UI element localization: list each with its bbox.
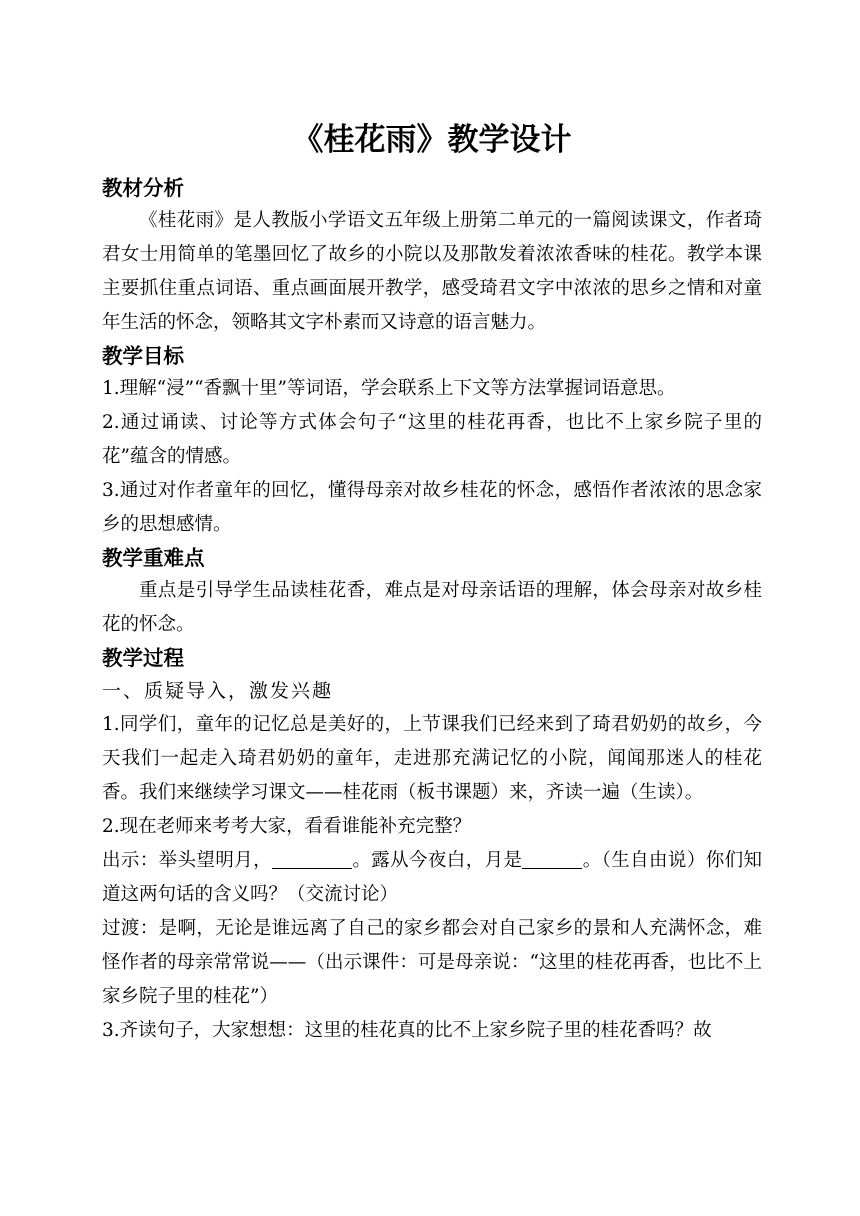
heading-analysis: 教材分析 [102, 176, 184, 200]
heading-difficulties: 教学重难点 [102, 546, 205, 570]
fill-blank-1 [272, 848, 352, 869]
goal-item-2: 2.通过诵读、讨论等方式体会句子“这里的桂花再香，也比不上家乡院子里的花”蕴含的情感。 [102, 412, 762, 467]
process-paragraph-4: 过渡：是啊，无论是谁远离了自己的家乡都会对自己家乡的景和人充满怀念，难怪作者的母亲常常说——（出示课件：可是母亲说：“这里的桂花再香，也比不上家乡院子里的桂花”） [102, 918, 762, 1007]
poem-prompt-part-3: 。（生自由说）你们知道这两句话的含义吗？（交流讨论） [102, 850, 762, 905]
document-body [102, 172, 762, 1048]
page-title: 《桂花雨》教学设计 [292, 122, 572, 158]
goal-item-1: 1.理解“浸”“香飘十里”等词语，学会联系上下文等方法掌握词语意思。 [102, 378, 676, 399]
process-paragraph-3 [102, 844, 762, 912]
fill-blank-2 [522, 848, 582, 869]
analysis-paragraph: 《桂花雨》是人教版小学语文五年级上册第二单元的一篇阅读课文，作者琦君女士用简单的笔墨回忆了故乡的小院以及那散发着浓浓香味的桂花。教学本课主要抓住重点词语、重点画面展开教学，感受琦君文字中浓浓的思乡之情和对童年生活的怀念，领略其文字朴素而又诗意的语言魅力。 [102, 210, 762, 333]
process-paragraph-2: 2.现在老师来考考大家，看看谁能补充完整？ [102, 816, 472, 837]
process-paragraph-5: 3.齐读句子，大家想想：这里的桂花真的比不上家乡院子里的桂花香吗？故 [102, 1020, 712, 1041]
heading-process: 教学过程 [102, 646, 184, 670]
subheading-intro: 一、质疑导入，激发兴趣 [102, 680, 334, 702]
heading-goals: 教学目标 [102, 344, 184, 368]
poem-prompt-part-2: 。露从今夜白，月是 [351, 850, 523, 871]
poem-prompt-part-1: 出示：举头望明月， [102, 850, 272, 871]
process-paragraph-1: 1.同学们，童年的记忆总是美好的，上节课我们已经来到了琦君奶奶的故乡，今天我们一起走入琦君奶奶的童年，走进那充满记忆的小院，闻闻那迷人的桂花香。我们来继续学习课文——桂花雨（板书课题）来，齐读一遍（生读）。 [102, 714, 762, 803]
goal-item-3: 3.通过对作者童年的回忆，懂得母亲对故乡桂花的怀念，感悟作者浓浓的思念家乡的思想感情。 [102, 480, 762, 535]
difficulties-paragraph: 重点是引导学生品读桂花香，难点是对母亲话语的理解，体会母亲对故乡桂花的怀念。 [102, 580, 762, 635]
